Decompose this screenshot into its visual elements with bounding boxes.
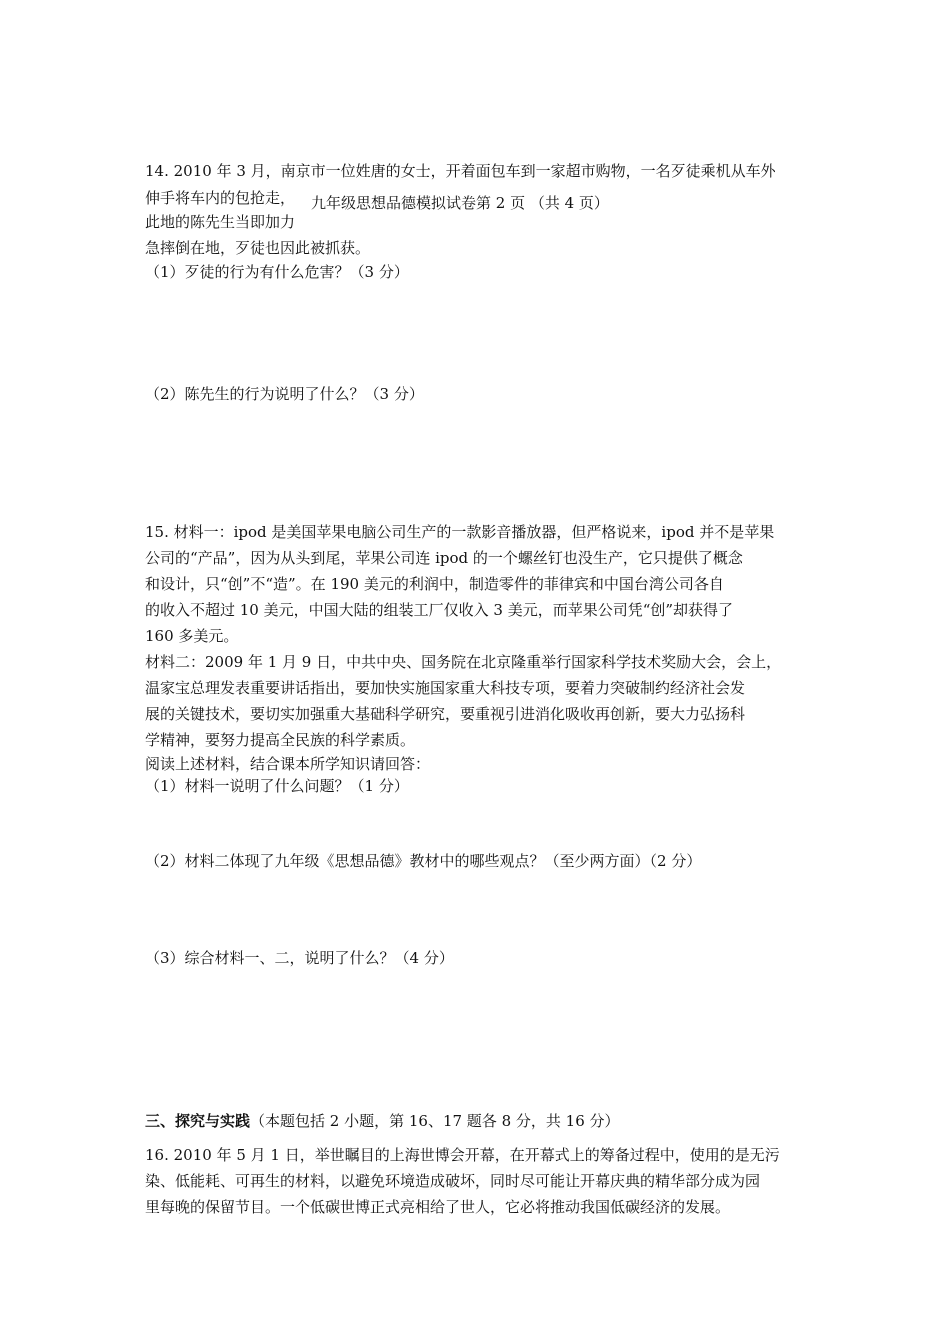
q15-material-2-line: 展的关键技术，要切实加强重大基础科学研究，要重视引进消化吸收再创新，要大力弘扬科 (145, 705, 746, 723)
q15-material-2-line: 材料二：2009 年 1 月 9 日，中共中央、国务院在北京隆重举行国家科学技术奖励大会，会上， (145, 653, 782, 671)
q15-material-1-line: 公司的“产品”，因为从头到尾，苹果公司连 ipod 的一个螺丝钉也没生产，它只提供了概念 (145, 549, 743, 567)
page-footer: 九年级思想品德模拟试卷第 2 页 （共 4 页） (311, 192, 641, 214)
q14-line-3: 此地的陈先生当即加力 (145, 213, 296, 231)
q14-sub-question-1: （1）歹徒的行为有什么危害？（3 分） (145, 263, 409, 281)
q15-material-1-line: 15. 材料一：ipod 是美国苹果电脑公司生产的一款影音播放器，但严格说来，ipod 并不是苹果 (145, 523, 775, 541)
section-3-title: 三、探究与实践 (145, 1112, 251, 1130)
q14-line-2: 伸手将车内的包抢走， (145, 189, 296, 207)
q14-line-1: 14. 2010 年 3 月，南京市一位姓唐的女士，开着面包车到一家超市购物，一名歹徒乘机从车外 (145, 162, 776, 180)
q14-line-4: 急摔倒在地，歹徒也因此被抓获。 (145, 239, 371, 257)
q15-sub-question-2: （2）材料二体现了九年级《思想品德》教材中的哪些观点？（至少两方面）（2 分） (145, 852, 702, 870)
section-3-note: （本题包括 2 小题，第 16、17 题各 8 分，共 16 分） (250, 1112, 620, 1130)
q15-material-1-line: 的收入不超过 10 美元，中国大陆的组装工厂仅收入 3 美元，而苹果公司凭“创”却获得了 (145, 601, 734, 619)
q15-material-1-line: 160 多美元。 (145, 627, 239, 645)
q15-material-2-line: 温家宝总理发表重要讲话指出，要加快实施国家重大科技专项，要着力突破制约经济社会发 (145, 679, 746, 697)
section-3-heading (145, 1110, 810, 1132)
q16-line: 里每晚的保留节目。一个低碳世博正式亮相给了世人，它必将推动我国低碳经济的发展。 (145, 1198, 731, 1216)
q15-instruction: 阅读上述材料，结合课本所学知识请回答： (145, 755, 431, 773)
q15-sub-question-1: （1）材料一说明了什么问题？（1 分） (145, 777, 409, 795)
q16-line: 16. 2010 年 5 月 1 日，举世瞩目的上海世博会开幕，在开幕式上的筹备过程中，使用的是无污 (145, 1146, 780, 1164)
q15-sub-question-3: （3）综合材料一、二，说明了什么？（4 分） (145, 949, 454, 967)
q14-sub-question-2: （2）陈先生的行为说明了什么？（3 分） (145, 385, 424, 403)
q16-line: 染、低能耗、可再生的材料，以避免环境造成破坏，同时尽可能让开幕庆典的精华部分成为园 (145, 1172, 761, 1190)
q15-material-2-line: 学精神，要努力提高全民族的科学素质。 (145, 731, 416, 749)
q15-material-1-line: 和设计，只“创”不“造”。在 190 美元的利润中，制造零件的菲律宾和中国台湾公司各自 (145, 575, 724, 593)
